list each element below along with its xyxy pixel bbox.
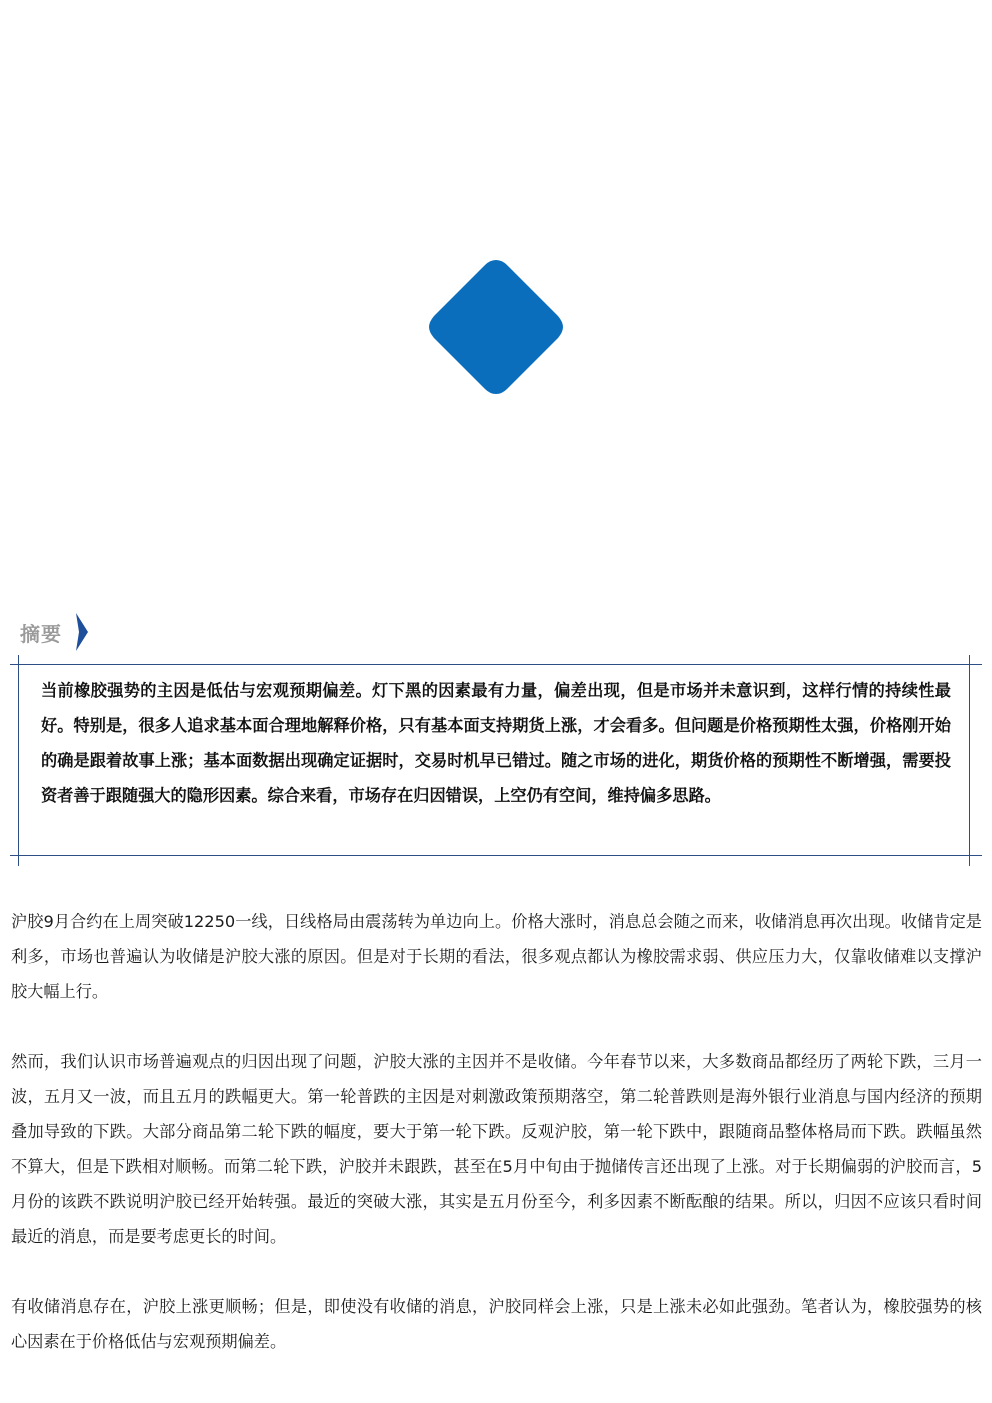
body-paragraph: 有收储消息存在，沪胶上涨更顺畅；但是，即使没有收储的消息，沪胶同样会上涨，只是上涨未必如此强劲。笔者认为，橡胶强势的核心因素在于价格低估与宏观预期偏差。: [11, 1297, 982, 1351]
abstract-header: [20, 612, 88, 652]
abstract-text: 当前橡胶强势的主因是低估与宏观预期偏差。灯下黑的因素最有力量，偏差出现，但是市场并未意识到，这样行情的持续性最好。特别是，很多人追求基本面合理地解释价格，只有基本面支持期货上涨，才会看多。但问题是价格预期性太强，价格刚开始的确是跟着故事上涨；基本面数据出现确定证据时，交易时机早已错过。随之市场的进化，期货价格的预期性不断增强，需要投资者善于跟随强大的隐形因素。综合来看，市场存在归因错误，上空仍有空间，维持偏多思路。: [41, 681, 951, 805]
body-paragraph: 然而，我们认识市场普遍观点的归因出现了问题，沪胶大涨的主因并不是收储。今年春节以来，大多数商品都经历了两轮下跌，三月一波，五月又一波，而且五月的跌幅更大。第一轮普跌的主因是对刺激政策预期落空，第二轮普跌则是海外银行业消息与国内经济的预期叠加导致的下跌。大部分商品第二轮下跌的幅度，要大于第一轮下跌。反观沪胶，第一轮下跌中，跟随商品整体格局而下跌。跌幅虽然不算大，但是下跌相对顺畅。而第二轮下跌，沪胶并未跟跌，甚至在5月中旬由于抛储传言还出现了上涨。对于长期偏弱的沪胶而言，5月份的该跌不跌说明沪胶已经开始转强。最近的突破大涨，其实是五月份至今，利多因素不断酝酿的结果。所以，归因不应该只看时间最近的消息，而是要考虑更长的时间。: [11, 1052, 982, 1246]
arrow-right-icon: [76, 613, 88, 651]
box-border-bottom: [10, 855, 982, 856]
box-border-right: [969, 655, 970, 866]
box-border-top: [10, 664, 982, 665]
blue-diamond-icon: [425, 256, 567, 398]
abstract-title: 摘要: [20, 621, 62, 646]
abstract-box: [10, 655, 982, 866]
box-border-left: [18, 655, 19, 866]
body-paragraph: 沪胶9月合约在上周突破12250一线，日线格局由震荡转为单边向上。价格大涨时，消息总会随之而来，收储消息再次出现。收储肯定是利多，市场也普遍认为收储是沪胶大涨的原因。但是对于长期的看法，很多观点都认为橡胶需求弱、供应压力大，仅靠收储难以支撑沪胶大幅上行。: [11, 912, 982, 1001]
